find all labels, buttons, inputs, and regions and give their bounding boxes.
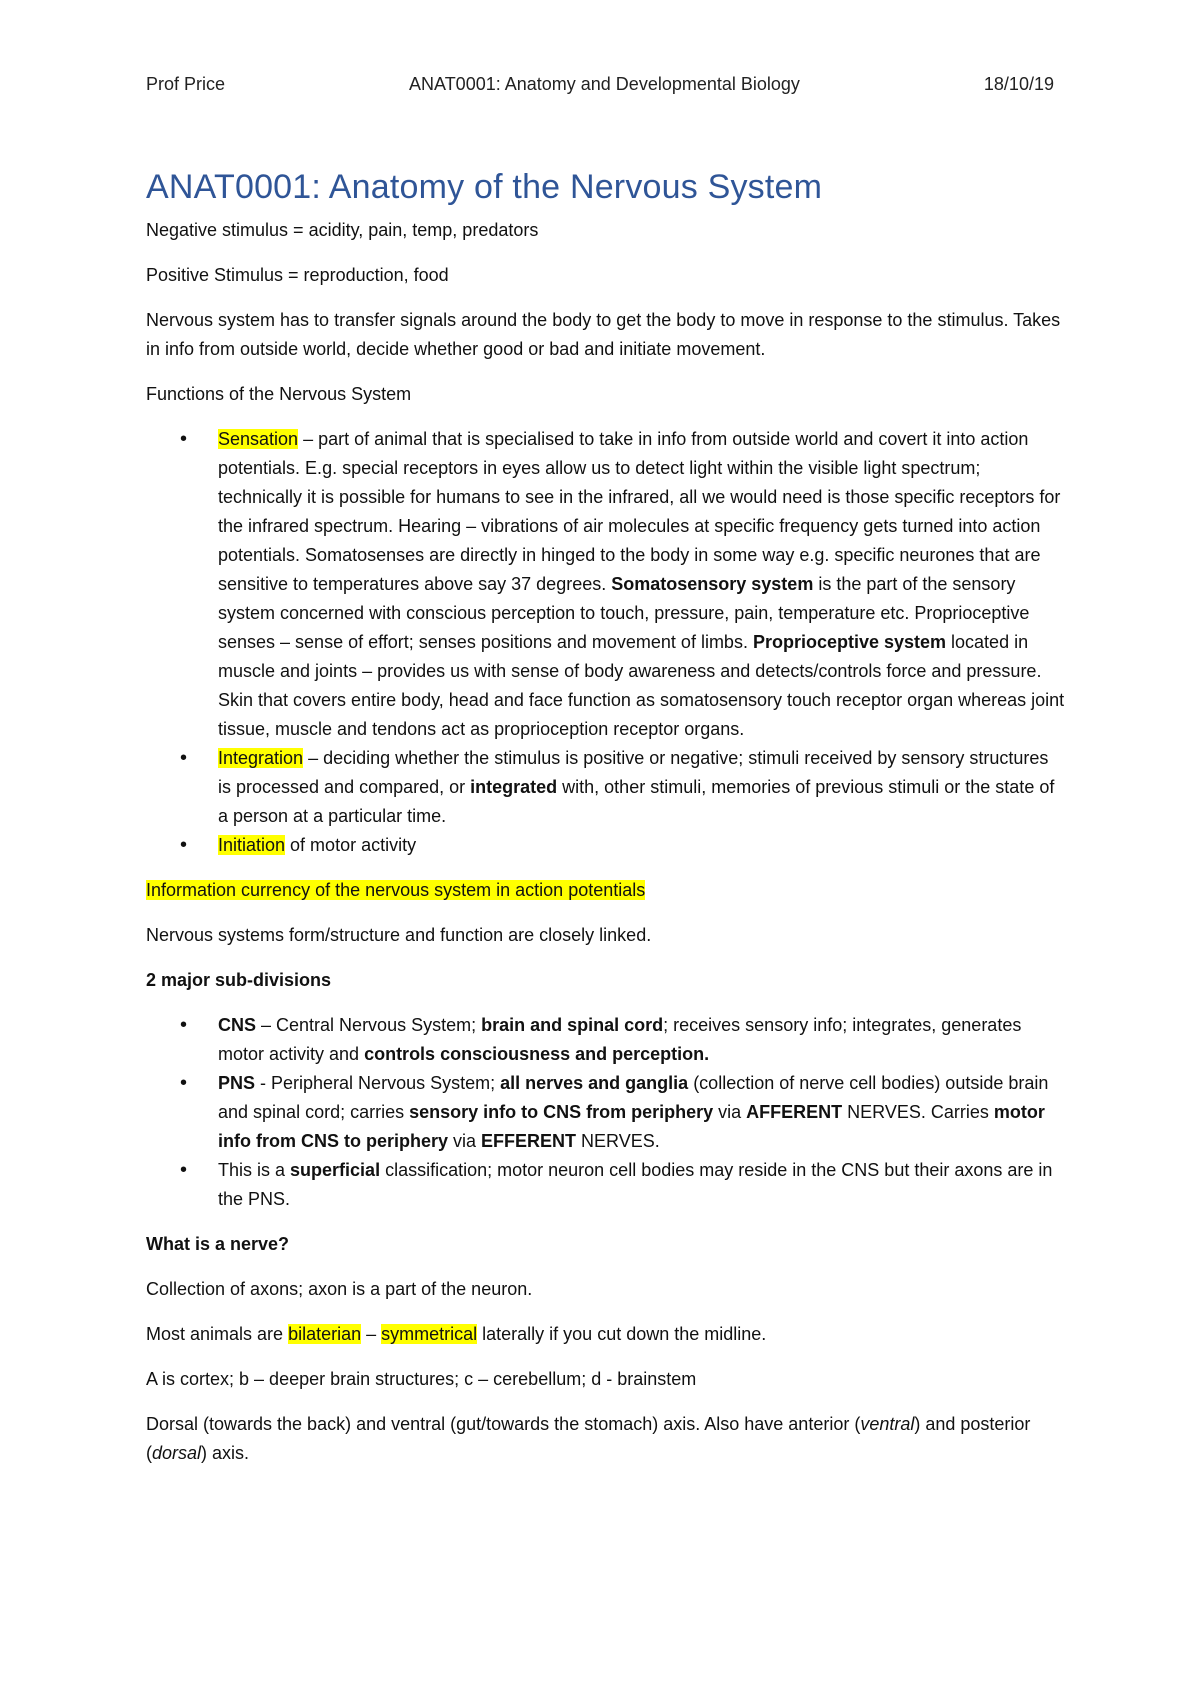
info-currency-paragraph [146,876,1066,905]
header-author: Prof Price [146,74,226,94]
list-item-pns [218,1069,1066,1156]
functions-list [146,425,1066,860]
nerve-heading-text: What is a nerve? [146,1234,290,1254]
pns-bold-6: EFFERENT [481,1131,577,1151]
pns-text-2: (collection of nerve cell bodies) outside brain and spinal cord; carries [218,1073,1049,1122]
negative-stimulus-paragraph: Negative stimulus = acidity, pain, temp, predators [146,220,539,240]
pns-bold-4: AFFERENT [746,1102,843,1122]
nerve-heading [146,1230,1066,1259]
cns-text-2: ; receives sensory info; integrates, generates motor activity and [218,1015,1022,1064]
pns-bold-1: PNS [218,1073,256,1093]
cns-text-1: – Central Nervous System; [256,1015,482,1035]
pns-text-6: NERVES. [576,1131,660,1151]
sensation-text-2: is the part of the sensory system concerned with conscious perception to touch, pressure, pain, temperature etc. Proprioceptive senses – sense of effort; senses positions and movement of limbs. [218,574,1030,652]
bilaterian-text-1: Most animals are [146,1324,289,1344]
axis-paragraph [146,1410,1066,1468]
pns-bold-2: all nerves and ganglia [500,1073,689,1093]
page-header [146,74,1054,95]
integration-text-1: – deciding whether the stimulus is positive or negative; stimuli received by sensory structures is processed and compared, or [218,748,1049,797]
subdivisions-heading [146,966,1066,995]
cortex-paragraph: A is cortex; b – deeper brain structures; c – cerebellum; d - brainstem [146,1369,697,1389]
subdivisions-heading-text: 2 major sub-divisions [146,970,332,990]
pns-text-5: via [448,1131,482,1151]
pns-text-3: via [713,1102,747,1122]
list-item-superficial [218,1156,1066,1214]
positive-stimulus-paragraph: Positive Stimulus = reproduction, food [146,265,449,285]
intro-paragraph: Nervous system has to transfer signals around the body to get the body to move in response to the stimulus. Takes in info from outside world, decide whether good or bad and initiate movement. [146,310,1061,359]
document-title: ANAT0001: Anatomy of the Nervous System [146,168,823,206]
highlight-info-currency: Information currency of the nervous system in action potentials [146,880,646,900]
pns-bold-3: sensory info to CNS from periphery [409,1102,714,1122]
axis-text-3: ) axis. [201,1443,250,1463]
bilaterian-text-2: – [361,1324,382,1344]
cns-bold-3: controls consciousness and perception. [364,1044,710,1064]
list-item-initiation [218,831,1066,860]
highlight-symmetrical: symmetrical [381,1324,478,1344]
initiation-text-1: of motor activity [285,835,417,855]
list-item-cns [218,1011,1066,1069]
sensation-bold-2: Proprioceptive system [752,632,947,652]
list-item-sensation [218,425,1066,744]
cns-bold-1: CNS [218,1015,257,1035]
functions-heading: Functions of the Nervous System [146,384,412,404]
header-date: 18/10/19 [983,74,1054,94]
sensation-bold-1: Somatosensory system [611,574,814,594]
axis-italic-2: dorsal [152,1443,202,1463]
integration-bold-1: integrated [470,777,558,797]
axis-text-1: Dorsal (towards the back) and ventral (gut/towards the stomach) axis. Also have anterior ( [146,1414,861,1434]
pns-bold-5: motor info from CNS to periphery [218,1102,1045,1151]
highlight-sensation: Sensation [218,429,299,449]
subdivisions-list [146,1011,1066,1214]
highlight-bilaterian: bilaterian [288,1324,362,1344]
header-course: ANAT0001: Anatomy and Developmental Biology [409,74,800,94]
superficial-bold-1: superficial [290,1160,381,1180]
axis-text-2: ) and posterior ( [146,1414,1031,1463]
bilaterian-paragraph [146,1320,1066,1349]
superficial-text-1: This is a [218,1160,291,1180]
cns-bold-2: brain and spinal cord [481,1015,664,1035]
integration-text-2: with, other stimuli, memories of previous stimuli or the state of a person at a particular time. [218,777,1055,826]
document-body [146,166,1066,1484]
sensation-text-3: located in muscle and joints – provides us with sense of body awareness and detects/controls force and pressure. Skin that covers entire body, head and face function as somatosensory touch receptor organ whereas joint tissue, muscle and tendons act as proprioception receptor organs. [218,632,1065,739]
list-item-integration [218,744,1066,831]
pns-text-1: - Peripheral Nervous System; [255,1073,501,1093]
superficial-text-2: classification; motor neuron cell bodies may reside in the CNS but their axons are in the PNS. [218,1160,1053,1209]
pns-text-4: NERVES. Carries [842,1102,994,1122]
highlight-integration: Integration [218,748,304,768]
nerve-definition-paragraph: Collection of axons; axon is a part of the neuron. [146,1279,533,1299]
bilaterian-text-3: laterally if you cut down the midline. [477,1324,767,1344]
sensation-text-1: – part of animal that is specialised to take in info from outside world and covert it into action potentials. E.g. special receptors in eyes allow us to detect light within the visible light spectrum; technically it is possible for humans to see in the infrared, all we would need is those specific receptors for the infrared spectrum. Hearing – vibrations of air molecules at specific frequency gets turned into action potentials. Somatosenses are directly in hinged to the body in some way e.g. specific neurones that are sensitive to temperatures above say 37 degrees. [218,429,1061,594]
highlight-initiation: Initiation [218,835,286,855]
axis-italic-1: ventral [860,1414,915,1434]
form-function-paragraph: Nervous systems form/structure and function are closely linked. [146,925,652,945]
